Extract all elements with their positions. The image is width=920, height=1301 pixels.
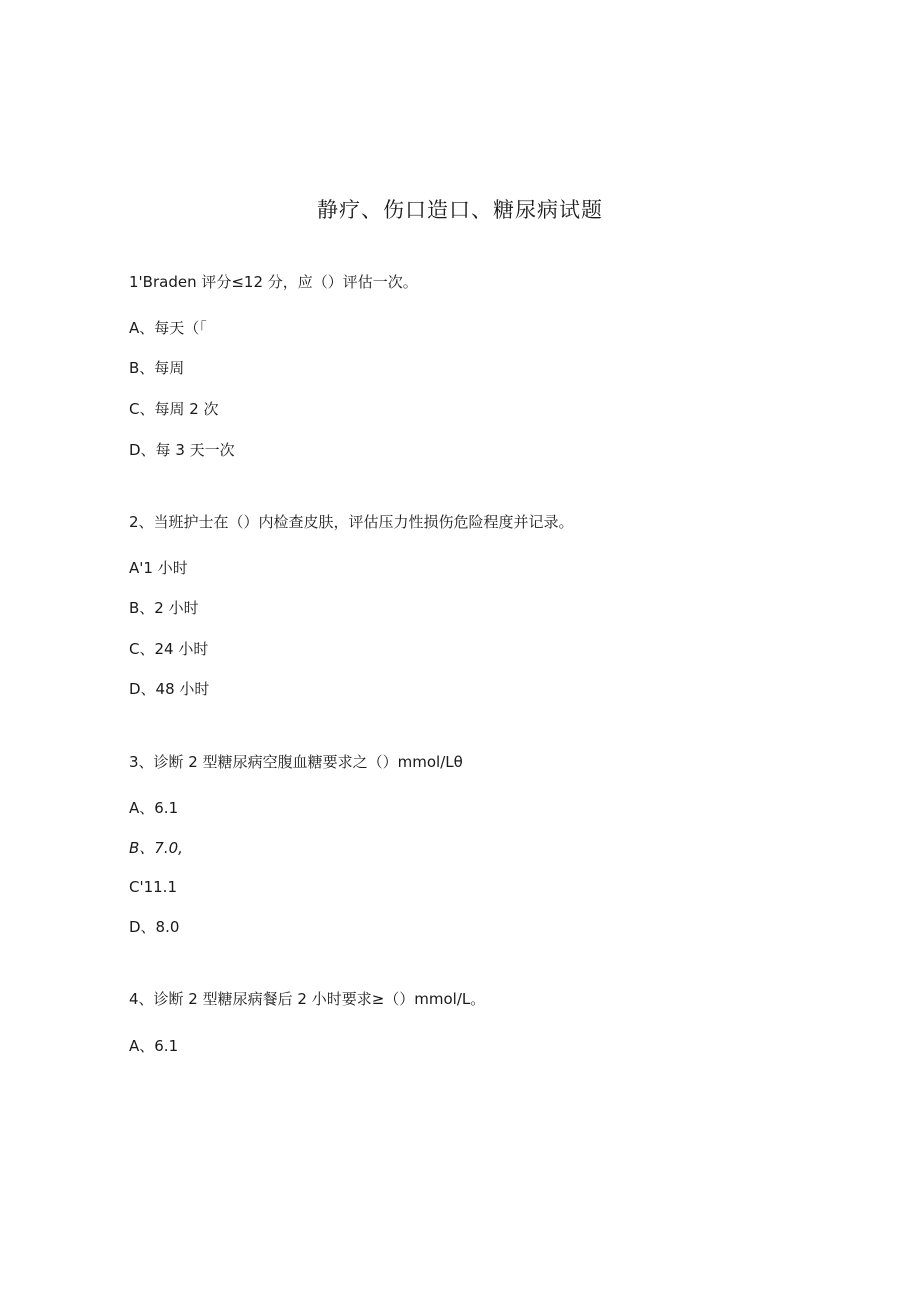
question-4-stem: 4、诊断 2 型糖尿病餐后 2 小时要求≥（）mmol/L。 [129,990,486,1008]
question-2-option-a: A'1 小时 [129,559,188,577]
question-3-stem: 3、诊断 2 型糖尿病空腹血糖要求之（）mmol/Lθ [129,753,463,771]
question-2-option-c: C、24 小时 [129,640,209,658]
question-1-stem: 1'Braden 评分≤12 分，应（）评估一次。 [129,273,418,291]
question-3-option-b: B、7.0, [129,839,183,857]
question-1-option-c: C、每周 2 次 [129,400,219,418]
question-4-option-a: A、6.1 [129,1037,179,1055]
question-1-option-a: A、每天（「 [129,319,207,337]
question-2-option-d: D、48 小时 [129,680,210,698]
question-1-option-d: D、每 3 天一次 [129,441,235,459]
question-1-option-b: B、每周 [129,359,185,377]
document-title: 静疗、伤口造口、糖尿病试题 [317,198,603,222]
question-3-option-d: D、8.0 [129,918,180,936]
question-2-option-b: B、2 小时 [129,599,199,617]
question-2-stem: 2、当班护士在（）内检查皮肤，评估压力性损伤危险程度并记录。 [129,513,574,531]
question-3-option-a: A、6.1 [129,799,179,817]
question-3-option-c: C'11.1 [129,878,177,896]
